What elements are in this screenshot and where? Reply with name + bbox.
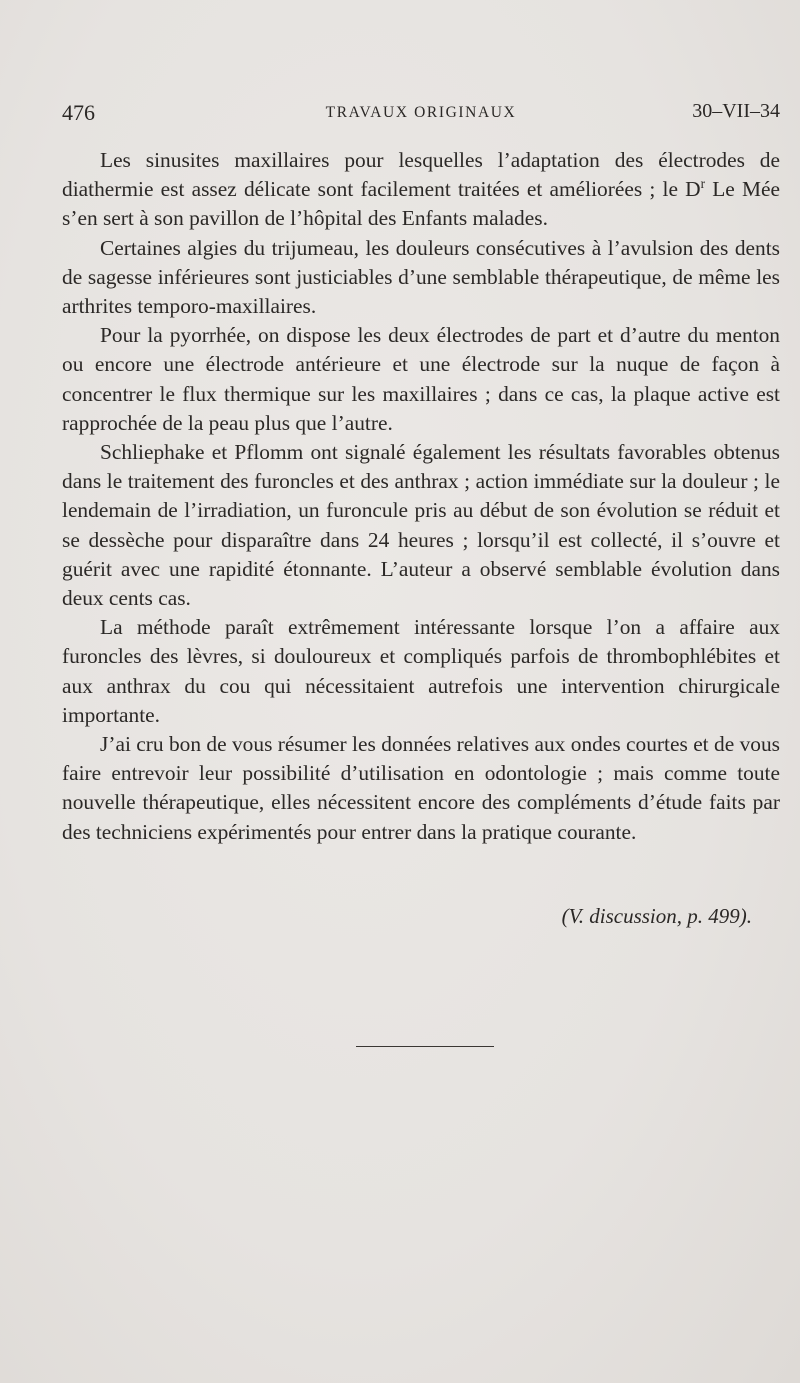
issue-date: 30–VII–34 [692, 100, 780, 122]
paragraph-4: Schliephake et Pflomm ont signalé également les résultats favorables obtenus dans le traitement des furoncles et des anthrax ; action immédiate sur la douleur ; le lendemain de l’irradiation, un furoncule pris au début de son évolution se réduit et se dessèche pour disparaître dans 24 heures ; lorsqu’il est collecté, il s’ouvre et guérit avec une rapidité étonnante. L’auteur a observé semblable évolution dans deux cents cas. [62, 440, 780, 611]
page-number: 476 [62, 100, 95, 125]
paragraph-2: Certaines algies du trijumeau, les douleurs consécutives à l’avulsion des dents de sagesse inférieures sont justiciables d’une semblable thérapeutique, de même les arthrites temporo-maxillaires. [62, 235, 780, 319]
paragraph-3: Pour la pyorrhée, on dispose les deux électrodes de part et d’autre du menton ou encore une électrode antérieure et une électrode sur la nuque de façon à concentrer le flux thermique sur les maxillaires ; dans ce cas, la plaque active est rapprochée de la peau plus que l’autre. [62, 323, 780, 435]
paragraph-5: La méthode paraît extrêmement intéressante lorsque l’on a affaire aux furoncles des lèvres, si douloureux et compliqués parfois de thrombophlébites et aux anthrax du cou qui nécessitaient autrefois une intervention chirurgicale importante. [62, 615, 780, 727]
superscript-r: r [700, 176, 706, 192]
page-header [62, 100, 780, 128]
paragraph-1-part-b: Le Mée s’en sert à son pavillon de l’hôpital des Enfants malades. [62, 177, 780, 231]
paragraph-1 [62, 146, 780, 234]
paragraph-6: J’ai cru bon de vous résumer les données relatives aux ondes courtes et de vous faire entrevoir leur possibilité d’utilisation en odontologie ; mais comme toute nouvelle thérapeutique, elles nécessitent encore des compléments d’étude faits par des techniciens expérimentés pour entrer dans la pratique courante. [62, 732, 780, 844]
discussion-citation: (V. discussion, p. 499). [561, 904, 752, 928]
paragraph-1-part-a: Les sinusites maxillaires pour lesquelles l’adaptation des électrodes de diathermie est assez délicate sont facilement traitées et améliorées ; le D [62, 148, 780, 202]
body-text [62, 146, 780, 847]
running-title: TRAVAUX ORIGINAUX [325, 104, 517, 121]
end-rule [356, 1046, 494, 1047]
